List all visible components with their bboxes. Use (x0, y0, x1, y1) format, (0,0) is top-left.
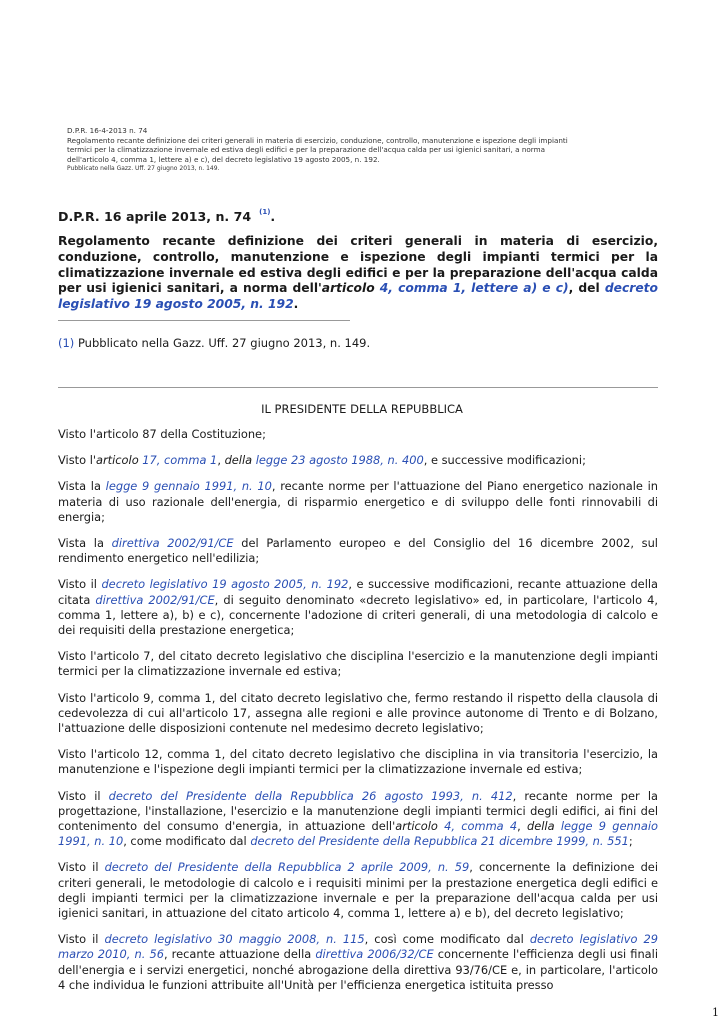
footnote-number-link[interactable]: (1) (58, 336, 75, 350)
paragraph-text: articolo (395, 819, 438, 834)
section-divider (58, 387, 658, 388)
header-line: Regolamento recante definizione dei criteri generali in materia di esercizio, conduzione, controllo, manutenzione e ispezione degli impianti (67, 135, 568, 145)
directive-link[interactable]: direttiva 2002/91/CE (95, 592, 215, 607)
paragraph-text: , recante norme per l'attuazione del Piano energetico nazionale in materia di uso razionale dell'energia, di risparmio energetico e di sviluppo delle fonti rinnovabili di energia; (58, 479, 658, 524)
header-publication-line: Pubblicato nella Gazz. Uff. 27 giugno 2013, n. 149. (67, 165, 220, 173)
footnote-ref-link[interactable]: (1) (259, 208, 271, 216)
footnote-text: Pubblicato nella Gazz. Uff. 27 giugno 2013, n. 149. (74, 336, 371, 350)
paragraph-text: Visto il (58, 788, 109, 803)
paragraph-text: , (517, 819, 528, 834)
paragraph-text: della (527, 819, 555, 834)
paragraph-text: Visto il (58, 932, 105, 947)
paragraph-text: del Parlamento europeo e del Consiglio del 16 dicembre 2002, sul rendimento energetico nell'edilizia; (58, 536, 658, 566)
decree-link[interactable]: decreto del Presidente della Repubblica 2 aprile 2009, n. 59 (104, 860, 470, 875)
decree-link[interactable]: decreto del Presidente della Repubblica 21 dicembre 1999, n. 551 (250, 834, 629, 849)
title-period: . (270, 209, 276, 224)
paragraph-text: ; (628, 834, 633, 849)
decree-link[interactable]: decreto legislativo 19 agosto 2005, n. 192 (58, 281, 659, 312)
paragraph-text: concernente l'efficienza degli usi finali dell'energia e i servizi energetici, nonché abrogazione della direttiva 93/76/CE e, in particolare, l'articolo 4 che individua le funzioni attribuite all'Unità per l'efficienza energetica istituita presso (58, 947, 658, 992)
preamble-paragraph: Visto l'articolo 9, comma 1, del citato decreto legislativo che, fermo restando il rispetto della clausola di cedevolezza di cui all'articolo 17, assegna alle regioni e alle province autonome di Trento e di Bolzano, l'attuazione delle disposizioni contenute nel medesimo decreto legislativo; (58, 690, 658, 736)
preamble-paragraph (58, 789, 658, 850)
page-number: 1 (712, 1006, 719, 1019)
article-link[interactable]: 17, comma 1 (142, 453, 218, 468)
decree-title-text: D.P.R. 16 aprile 2013, n. 74 (58, 209, 252, 224)
footnote-divider (58, 320, 350, 321)
decree-title (58, 208, 275, 224)
preamble-paragraph (58, 536, 658, 566)
law-link[interactable]: legge 9 gennaio 1991, n. 10 (58, 819, 659, 849)
preamble-paragraph (58, 577, 658, 638)
preamble-paragraph (58, 932, 658, 993)
paragraph-text: , come modificato dal (123, 834, 251, 849)
article-link[interactable]: 4, comma 4 (444, 819, 518, 834)
preamble-paragraph (58, 860, 658, 921)
paragraph-text: Visto il (58, 860, 105, 875)
paragraph-text: Vista la (58, 536, 112, 551)
paragraph-text: , recante attuazione della (163, 947, 316, 962)
paragraph-text: Visto il (58, 577, 102, 592)
subtitle-text: . (293, 297, 299, 312)
subtitle-text: articolo (321, 281, 375, 296)
paragraph-text: , così come modificato dal (364, 932, 530, 947)
header-line: dell'articolo 4, comma 1, lettere a) e c), del decreto legislativo 19 agosto 2005, n. 192. (67, 154, 380, 164)
subtitle-text: Regolamento recante definizione dei criteri generali in materia di esercizio, conduzione, controllo, manutenzione e ispezione degli impianti termici per la climatizzazione invernale ed estiva degli edifici e per la preparazione dell'acqua calda per usi igienici sanitari, a norma dell' (58, 234, 658, 296)
paragraph-text: Vista la (58, 479, 106, 494)
preamble-paragraph: Visto l'articolo 7, del citato decreto legislativo che disciplina l'esercizio e la manutenzione degli impianti termici per la climatizzazione invernale ed estiva; (58, 649, 658, 679)
header-line: termici per la climatizzazione invernale ed estiva degli edifici e per la preparazione dell'acqua calda per usi igienici sanitari, a norma (67, 145, 546, 155)
preamble-paragraph (58, 453, 658, 468)
decree-link[interactable]: decreto del Presidente della Repubblica 26 agosto 1993, n. 412 (108, 788, 513, 803)
directive-link[interactable]: direttiva 2002/91/CE (111, 536, 234, 551)
paragraph-text: della (224, 453, 253, 468)
preamble-paragraph: Visto l'articolo 87 della Costituzione; (58, 427, 266, 441)
preamble-body (58, 427, 658, 1004)
law-link[interactable]: legge 9 gennaio 1991, n. 10 (105, 479, 272, 494)
paragraph-text: , e successive modificazioni; (423, 453, 586, 468)
footnote (58, 336, 370, 350)
article-link[interactable]: 4, comma 1, lettere a) e c) (379, 281, 569, 296)
subtitle-text: , del (568, 281, 605, 296)
decree-link[interactable]: decreto legislativo 30 maggio 2008, n. 115 (104, 932, 365, 947)
president-heading: IL PRESIDENTE DELLA REPUBBLICA (261, 402, 463, 416)
decree-subtitle (58, 234, 658, 313)
paragraph-text: , e successive modificazioni, recante attuazione della citata (58, 577, 658, 607)
paragraph-text: articolo (96, 453, 139, 468)
paragraph-text: , recante norme per la progettazione, l'installazione, l'esercizio e la manutenzione degli impianti termici degli edifici, ai fini del contenimento del consumo d'energia, in attuazione dell' (58, 788, 658, 834)
header-line: D.P.R. 16-4-2013 n. 74 (67, 126, 148, 135)
paragraph-text: , di seguito denominato «decreto legislativo» ed, in particolare, l'articolo 4, comma 1, lettere a), b) e c), concernente l'adozione di criteri generali, di una metodologia di calcolo e dei requisiti della prestazione energetica; (58, 592, 658, 638)
paragraph-text: , concernente la definizione dei criteri generali, le metodologie di calcolo e i requisiti minimi per la prestazione energetica degli edifici e degli impianti termici per la climatizzazione invernale e per la preparazione dell'acqua calda per usi igienici sanitari, in attuazione del citato articolo 4, comma 1, lettere a) e b), del decreto legislativo; (58, 860, 658, 921)
directive-link[interactable]: direttiva 2006/32/CE (315, 947, 434, 962)
decree-link[interactable]: decreto legislativo 29 marzo 2010, n. 56 (58, 932, 658, 962)
preamble-paragraph (58, 479, 658, 525)
decree-link[interactable]: decreto legislativo 19 agosto 2005, n. 192 (101, 577, 349, 592)
law-link[interactable]: legge 23 agosto 1988, n. 400 (255, 453, 424, 468)
document-header (67, 126, 657, 173)
paragraph-text: , (217, 453, 225, 468)
preamble-paragraph: Visto l'articolo 12, comma 1, del citato decreto legislativo che disciplina in via transitoria l'esercizio, la manutenzione e l'ispezione degli impianti termici per la climatizzazione invernale ed estiva; (58, 747, 658, 777)
paragraph-text: Visto l' (58, 453, 96, 468)
